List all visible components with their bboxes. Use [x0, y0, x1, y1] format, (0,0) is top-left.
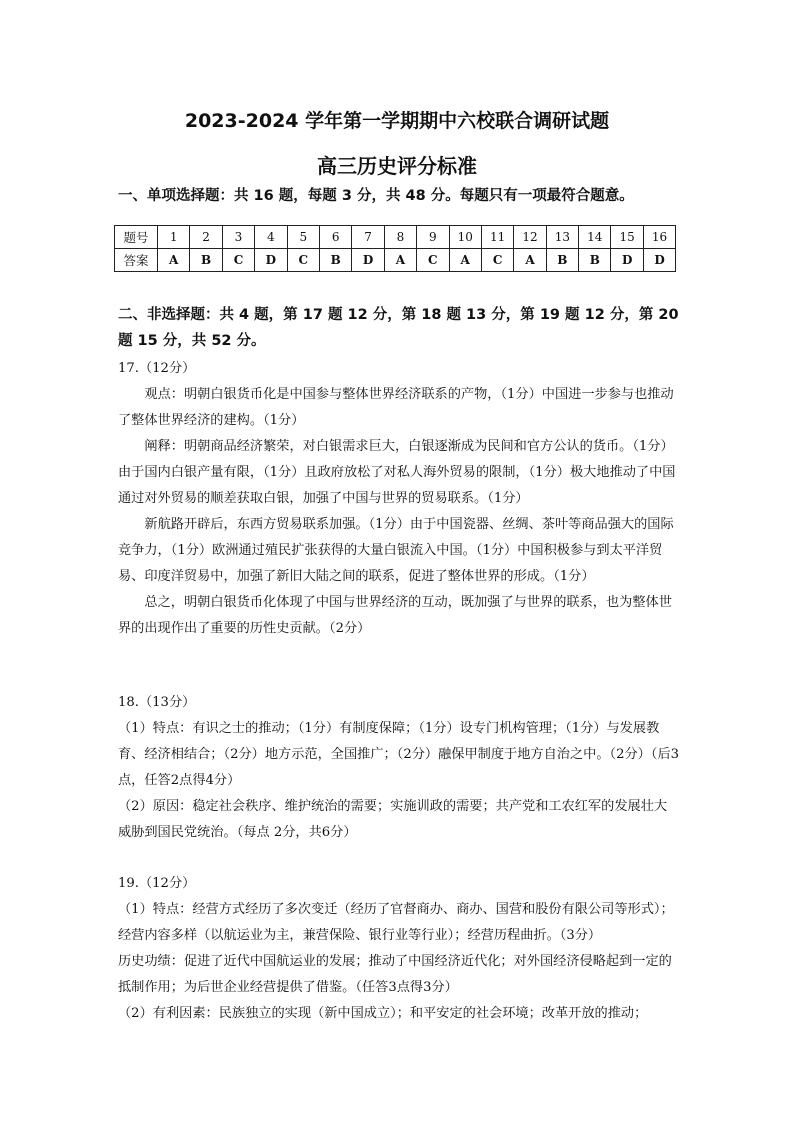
q19-achievements: 历史功绩：促进了近代中国航运业的发展；推动了中国经济近代化；对外国经济侵略起到一定的抵制作用；为后世企业经营提供了借鉴。（任答3点得3分） [118, 954, 672, 995]
answer-letter: D [643, 249, 675, 272]
question-number: 6 [319, 226, 351, 249]
question-19-block [118, 871, 680, 1027]
q17-viewpoint: 观点：明朝白银货币化是中国参与整体世界经济联系的产物，（1分）中国进一步参与也推动了整体世界经济的建构。（1分） [118, 387, 674, 428]
question-number: 7 [352, 226, 384, 249]
q17-new-route: 新航路开辟后，东西方贸易联系加强。（1分）由于中国瓷器、丝绸、茶叶等商品强大的国际竞争力，（1分）欧洲通过殖民扩张获得的大量白银流入中国。（1分）中国积极参与到太平洋贸易、印度洋贸易中，加强了新旧大陆之间的联系，促进了整体世界的形成。（1分） [118, 517, 674, 584]
q17-explanation: 阐释：明朝商品经济繁荣，对白银需求巨大，白银逐渐成为民间和官方公认的货币。（1分）由于国内白银产量有限，（1分）且政府放松了对私人海外贸易的限制，（1分）极大地推动了中国通过对外贸易的顺差获取白银，加强了中国与世界的贸易联系。（1分） [118, 439, 676, 506]
answer-letter: C [222, 249, 254, 272]
document-subtitle: 高三历史评分标准 [317, 154, 477, 178]
q18-part2: （2）原因：稳定社会秩序、维护统治的需要；实施训政的需要；共产党和工农红军的发展壮大威胁到国民党统治。（每点 2分，共6分） [118, 799, 668, 840]
question-19-head: 19.（12分） [118, 876, 196, 891]
answer-letter: B [546, 249, 578, 272]
question-number: 12 [514, 226, 546, 249]
row-label-number: 题号 [115, 226, 158, 249]
question-number: 15 [611, 226, 643, 249]
q19-part2: （2）有利因素：民族独立的实现（新中国成立）；和平安定的社会环境；改革开放的推动； [118, 1006, 648, 1021]
section1-heading: 一、单项选择题：共 16 题，每题 3 分，共 48 分。每题只有一项最符合题意。 [118, 188, 634, 204]
answer-letter: A [449, 249, 481, 272]
q18-part1: （1）特点：有识之士的推动；（1分）有制度保障；（1分）设专门机构管理；（1分）与发展教育、经济相结合；（2分）地方示范，全国推广；（2分）融保甲制度于地方自治之中。（2分）（后3点，任答2点得4分） [118, 721, 680, 788]
question-18-head: 18.（13分） [118, 695, 196, 710]
answer-table [114, 225, 676, 272]
answer-letter: A [514, 249, 546, 272]
section2-heading: 二、非选择题：共 4 题，第 17 题 12 分，第 18 题 13 分，第 19 题 12 分，第 20 题 15 分，共 52 分。 [118, 307, 679, 349]
answer-letter: D [255, 249, 287, 272]
question-number: 16 [643, 226, 675, 249]
answer-letter: D [611, 249, 643, 272]
table-row-numbers [115, 226, 676, 249]
question-number: 14 [579, 226, 611, 249]
q19-part1: （1）特点：经营方式经历了多次变迁（经历了官督商办、商办、国营和股份有限公司等形式）；经营内容多样（以航运业为主，兼营保险、银行业等行业）；经营历程曲折。（3分） [118, 902, 674, 943]
question-number: 4 [255, 226, 287, 249]
question-17-block [118, 356, 680, 642]
answer-letter: B [319, 249, 351, 272]
question-number: 8 [384, 226, 416, 249]
answer-letter: D [352, 249, 384, 272]
question-number: 3 [222, 226, 254, 249]
answer-letter: B [579, 249, 611, 272]
question-number: 2 [190, 226, 222, 249]
answer-letter: C [287, 249, 319, 272]
question-number: 10 [449, 226, 481, 249]
question-18-block [118, 690, 680, 846]
question-number: 11 [481, 226, 513, 249]
answer-letter: A [158, 249, 190, 272]
row-label-answer: 答案 [115, 249, 158, 272]
table-row-answers [115, 249, 676, 272]
question-number: 1 [158, 226, 190, 249]
q17-conclusion: 总之，明朝白银货币化体现了中国与世界经济的互动，既加强了与世界的联系，也为整体世界的出现作出了重要的历性史贡献。（2分） [118, 595, 672, 636]
question-17-head: 17.（12分） [118, 361, 196, 376]
question-number: 5 [287, 226, 319, 249]
answer-letter: A [384, 249, 416, 272]
answer-letter: C [417, 249, 449, 272]
document-title: 2023-2024 学年第一学期期中六校联合调研试题 [184, 110, 610, 132]
question-number: 9 [417, 226, 449, 249]
answer-letter: B [190, 249, 222, 272]
question-number: 13 [546, 226, 578, 249]
answer-letter: C [481, 249, 513, 272]
